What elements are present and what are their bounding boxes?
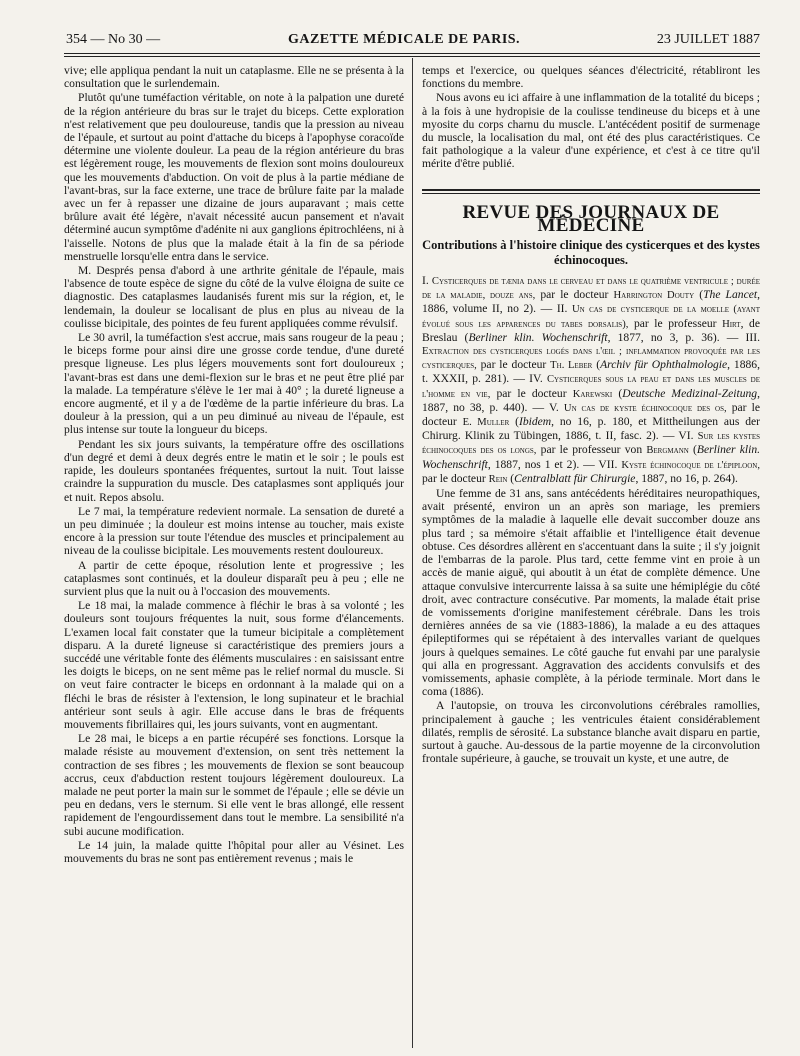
paragraph: M. Després pensa d'abord à une arthrite génitale de l'épaule, mais l'absence de toute espèce de signe du côté de la vulve éloigna de suite ce diagnostic. Des cataplasmes laudanisés furent mis sur la région, et, le lendemain, la douleur se localisant de plus en plus au niveau de la coulisse bicipitale, des pointes de feu furent appliquées comme révulsif. [64, 264, 404, 330]
reference-journal: Deutsche Medizinal-Zeitung [622, 386, 758, 400]
page-number: 354 — No 30 — [66, 32, 161, 47]
paragraph: Une femme de 31 ans, sans antécédents héréditaires neuropathiques, avait présenté, environ un an après son mariage, les premiers symptômes de la maladie à laquelle elle devait succomber douze ans plus tard ; sa mémoire s'était affaiblie et l'intelligence était devenue obtuse. Ces désordres allèrent en s'accentuant dans la suite ; il s'y joignit de l'embarras de la parole. Plus tard, cette femme vint en proie à un accès de manie aiguë, qui aboutit à un état de complète démence. Une attaque convulsive intercurrente laissa à sa suite une hémiplégie du côté droit, avec contracture consécutive. Par moments, la malade était prise de vomissements d'origine manifestement cérébrale. Dans les trois dernières années de sa vie (1883-1886), la malade a eu des attaques épileptiformes qui se répétaient à des intervalles variant de quelques jours à quelques semaines. Le côté gauche fut envahi par une paralysie qui alla en progressant. Aggravation des accidents convulsifs et des vomissements, aphasie complète, à la période terminale. Mort dans le coma (1886). [422, 487, 760, 699]
reference-author: Rein [488, 473, 508, 485]
reference-journal: Centralblatt für Chirurgie [514, 471, 636, 485]
paragraph: vive; elle appliqua pendant la nuit un cataplasme. Elle ne se présenta à la consultation que le surlendemain. [64, 64, 404, 91]
reference-author: Harrington Douty [613, 290, 695, 302]
reference-author: Hirt [722, 318, 741, 330]
reference-journal: Berliner klin. Wochenschrift [422, 443, 761, 471]
paragraph: A l'autopsie, on trouva les circonvolutions cérébrales ramollies, principalement à gauche ; les ventricules étaient considérablement dilatés, remplis de sérosité. La substance blanche avait disparu en partie, surtout à gauche. Au-dessous de la partie moyenne de la circonvolution frontale supérieure, à gauche, se trouvait un kyste, et une autre, de [422, 699, 760, 766]
reference-item: III. Extraction des cysticerques logés dans l'œil ; inflammation provoquée par les cysticerques, par le docteur Th. Leber (Archiv für Ophthalmologie, 1886, t. XXXII, p. 281). — [422, 330, 761, 386]
section-subtitle: Contributions à l'histoire clinique des cysticerques et des kystes échinocoques. [422, 238, 760, 268]
reference-journal: Berliner klin. Wochenschrift [468, 330, 608, 344]
issue-date: 23 JUILLET 1887 [656, 32, 760, 47]
reference-item: I. Cysticerques de tænia dans le cerveau et dans le quatrième ventricule ; durée de la maladie, douze ans, par le docteur Harrington Douty (The Lancet, 1886, volume II, no 2). — [422, 274, 761, 316]
column-divider [412, 58, 413, 1048]
paragraph-continuation: temps et l'exercice, ou quelques séances d'électricité, rétabliront les fonctions du membre. [422, 64, 760, 91]
reference-journal: Archiv für Ophthalmologie [600, 358, 728, 372]
reference-author: Th. Leber [550, 360, 593, 372]
right-column [422, 64, 760, 765]
section-rule-thin [422, 193, 760, 194]
reference-journal: Ibidem [518, 415, 552, 429]
paragraph: Le 30 avril, la tuméfaction s'est accrue, mais sans rougeur de la peau ; le biceps forme pour ainsi dire une grosse corde tendue, d'une dureté presque ligneuse. Les plus légers mouvements sont fort douloureux ; l'avant-bras est dans une demi-flexion sur le bras et ne peut être plié par la malade. La température s'élève le 1er mai à 40° ; la dureté ligneuse a encore augmenté, et il y a de l'œdème de la partie inférieure du bras. La douleur à la pression, qui a un peu diminué au niveau de l'épaule, est plus intense sur toute la longueur du biceps. [64, 331, 404, 437]
paragraph: A partir de cette époque, résolution lente et progressive ; les cataplasmes sont continués, et la douleur disparaît peu à peu ; elle ne survient plus que la nuit ou à l'occasion des mouvements. [64, 558, 404, 598]
header-rule [64, 53, 760, 54]
journal-title: GAZETTE MÉDICALE DE PARIS. [287, 32, 521, 47]
section-title: REVUE DES JOURNAUX DE MÉDECINE [462, 201, 720, 236]
paragraph: Le 28 mai, le biceps a en partie récupéré ses fonctions. Lorsque la malade résiste au mouvement d'extension, on sent très nettement la contraction de ses fibres ; les mouvements de flexion se sont beaucoup accrus, ceux d'abduction restent toujours légèrement douloureux. La malade ne peut porter la main sur le sommet de l'épaule ; elle se dévie un peu en dedans, vers le sternum. Si elle vent le bras allongé, elle ressent rapidement de l'engourdissement dans tout le membre. La sensibilité n'a subi aucune modification. [64, 732, 404, 838]
reference-journal: The Lancet [703, 288, 758, 302]
reference-item: IV. Cysticerques sous la peau et dans les muscles de l'homme en vie, par le docteur Karewski (Deutsche Medizinal-Zeitung, 1887, no 38, p. 440). — [422, 372, 760, 414]
page-header [48, 30, 760, 52]
paragraph-conclusion: Nous avons eu ici affaire à une inflammation de la totalité du biceps ; à la fois à une hydropisie de la coulisse tendineuse du biceps et à une myosite du corps charnu du muscle. L'antécédent positif de surmenage du muscle, la localisation du mal, ont été des plus caractéristiques. Ce fait pathologique a la valeur d'une expérience, et c'est à ce titre qu'il mérite d'être publié. [422, 91, 760, 171]
paragraph: Pendant les six jours suivants, la température offre des oscillations d'un degré et demi à deux degrés entre le matin et le soir ; le pouls est rapide, les douleurs spontanées fréquentes, surtout la nuit. Tout laisse craindre la suppuration du muscle. Des cataplasmes sont appliqués jour et nuit. Repos absolu. [64, 437, 404, 504]
paragraph: Plutôt qu'une tuméfaction véritable, on note à la palpation une dureté de la région antérieure du bras sur le trajet du biceps. Cette exploration n'est relativement que peu douloureuse, tandis que la pression au niveau de l'épaule, et surtout au point d'attache du biceps à l'apophyse coracoïde détermine une violente douleur. La peau de la région antérieure du bras est légèrement rouge, les mouvements de flexion sont moins douloureux que les mouvements d'abduction. On voit de plus à la partie médiane de l'avant-bras, sur la face externe, une trace de brûlure faite par la malade avec un fer à repasser une dizaine de jours auparavant ; mais cette brûlure avait été légère, n'avait nécessité aucun pansement et n'avait déterminé aucun symptôme d'adénite ni aux ganglions épitrochléens, ni à l'aisselle. Notons de plus que la malade était à la fin de sa période menstruelle lorsqu'elle entra dans le service. [64, 91, 404, 263]
paragraph: Le 18 mai, la malade commence à fléchir le bras à sa volonté ; les douleurs sont toujours fréquentes la nuit, sous forme d'élancements. L'examen local fait constater que la tumeur bicipitale a complètement disparu. A la dureté ligneuse si caractéristique des premiers jours a succédé une véritable fonte des éléments musculaires : en saisissant entre les doigts le biceps, on ne sent même pas le relief normal du muscle. Si on veut faire contracter le biceps en ordonnant à la malade qui on a fléchi le bras de résister à l'extension, le long supinateur et le brachial antérieur sont seuls à agir. Elle accuse dans le bras de fréquents mouvements fibrillaires qui, les jours suivants, vont en augmentant. [64, 599, 404, 731]
reference-author: Bergmann [646, 445, 689, 457]
header-rule-second [64, 56, 760, 57]
reference-item: II. Un cas de cysticerque de la moelle (ayant évolué sous les apparences du tabes dorsalis), par le professeur Hirt, de Breslau (Berliner klin. Wochenschrift, 1877, no 3, p. 36). — [422, 302, 760, 344]
paragraph: Le 7 mai, la température redevient normale. La sensation de dureté a un peu diminuée ; la douleur est moins intense au toucher, mais existe encore à la pression sur toute l'étendue des muscles et principalement au niveau de la coulisse bicipitale. Les mouvements restent douloureux. [64, 504, 404, 558]
reference-author: Karewski [572, 388, 613, 400]
reference-item: VI. Sur les kystes échinocoques des os longs, par le professeur von Bergmann (Berliner klin. Wochenschrift, 1887, nos 1 et 2). — [422, 429, 761, 471]
reference-item: VII. Kyste échinocoque de l'épiploon, par le docteur Rein (Centralblatt für Chirurgie, 1887, no 16, p. 264). [422, 457, 760, 485]
section-rule [422, 189, 760, 191]
reference-item: V. Un cas de kyste échinocoque des os, par le docteur E. Muller (Ibidem, no 16, p. 180, et Mittheilungen aus der Chirurg. Klinik zu Tübingen, 1886, t. II, fasc. 2). — [422, 400, 761, 443]
references-list [422, 274, 760, 486]
paragraph: Le 14 juin, la malade quitte l'hôpital pour aller au Vésinet. Les mouvements du bras ne sont pas entièrement revenus ; mais le [64, 838, 404, 865]
reference-author: E. Muller [462, 417, 510, 429]
left-column [64, 64, 404, 865]
